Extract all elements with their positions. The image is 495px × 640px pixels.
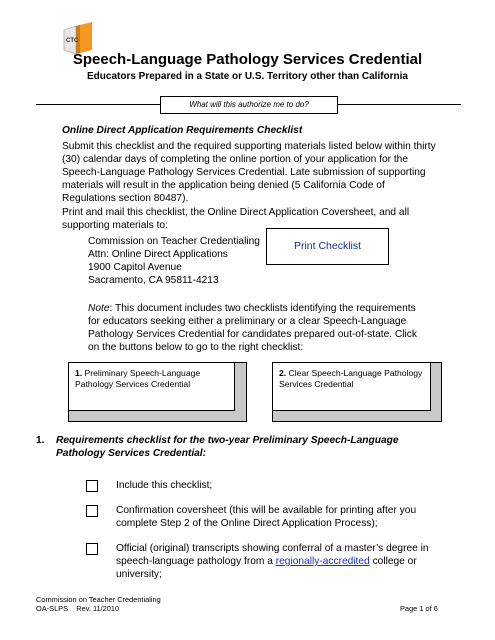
footer-info — [36, 595, 161, 613]
mailing-instructions: Print and mail this checklist, the Online Direct Application Coversheet, and all supporting materials to: — [62, 207, 410, 231]
address-line: Sacramento, CA 95811-4213 — [88, 275, 219, 286]
footer-org: Commission on Teacher Credentialing — [36, 595, 161, 604]
page-subtitle: Educators Prepared in a State or U.S. Territory other than California — [87, 71, 408, 82]
section-number: 1. — [36, 435, 45, 446]
item-text-after: college or university; — [116, 556, 417, 580]
address-line: Attn: Online Direct Applications — [88, 249, 228, 260]
preliminary-credential-label — [69, 363, 235, 411]
checklist-item-text: Confirmation coversheet (this will be available for printing after you complete Step 2 of the Online Direct Application Process); — [116, 505, 417, 529]
checklist-item-text — [116, 542, 446, 581]
address-line: Commission on Teacher Credentialing — [88, 236, 260, 247]
checklist-heading: Online Direct Application Requirements Checklist — [62, 125, 303, 136]
button-text: Preliminary Speech-Language Pathology Services Credential — [75, 368, 201, 389]
note — [88, 302, 428, 354]
section-title: Requirements checklist for the two-year Preliminary Speech-Language Pathology Services Credential: — [56, 435, 399, 459]
button-number: 1. — [75, 368, 83, 378]
item-text-before: Official (original) transcripts showing conferral of a master’s degree in speech-language pathology from a — [116, 543, 429, 567]
checklist-item-text: Include this checklist; — [116, 480, 213, 491]
preliminary-credential-button[interactable] — [68, 362, 247, 422]
print-checklist-button[interactable]: Print Checklist — [266, 228, 389, 265]
coversheet-checkbox[interactable] — [86, 505, 98, 517]
regionally-accredited-link[interactable]: regionally-accredited — [275, 556, 370, 567]
page-title: Speech-Language Pathology Services Credential — [72, 51, 423, 68]
section-heading — [36, 434, 456, 460]
button-number: 2. — [279, 368, 287, 378]
mailing-address — [88, 235, 260, 287]
footer-code: OA-SLPS Rev. 11/2010 — [36, 604, 120, 613]
note-label: Note — [88, 303, 110, 314]
authorize-button[interactable]: What will this authorize me to do? — [160, 96, 338, 114]
checklist-checkbox[interactable] — [86, 480, 98, 492]
submission-instructions: Submit this checklist and the required supporting materials listed below within thirty (30) calendar days of completing the online portion of your application for the Speech-Language Pathology Services Credential. Late submission of supporting materials will result in the application being denied (5 California Code of Regulations section 80487). — [62, 141, 436, 204]
page-number: Page 1 of 6 — [400, 604, 438, 613]
button-text: Clear Speech-Language Pathology Services Credential — [279, 368, 423, 389]
transcripts-checkbox[interactable] — [86, 543, 98, 555]
clear-credential-label — [273, 363, 431, 411]
note-text: : This document includes two checklists identifying the requirements for educators seeking either a preliminary or a clear Speech-Language Pathology Services Credential for candidates prepared out-of-state. Click on the buttons below to go to the right checklist: — [88, 303, 417, 353]
logo-text: CTC — [66, 38, 79, 44]
address-line: 1900 Capitol Avenue — [88, 262, 182, 273]
clear-credential-button[interactable] — [272, 362, 442, 422]
